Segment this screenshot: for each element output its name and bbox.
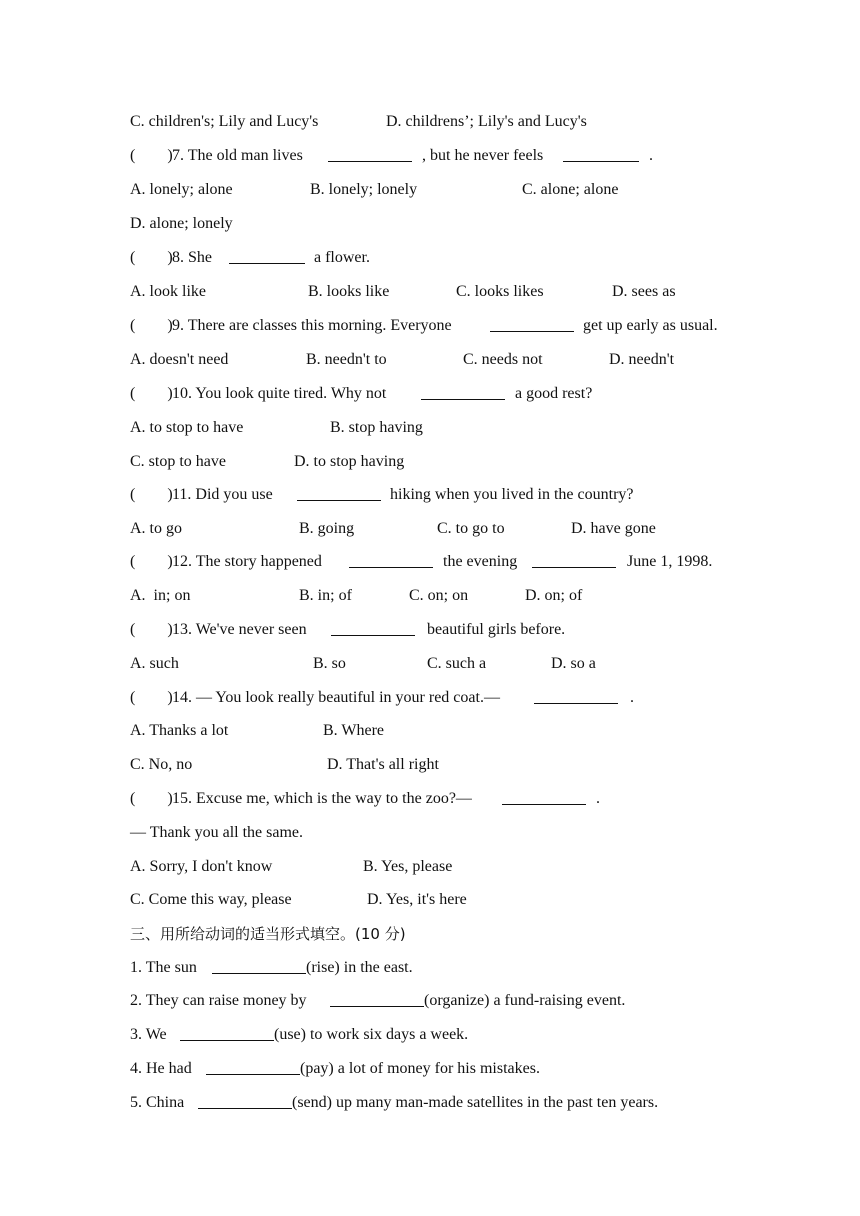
- q11-option-c[interactable]: C. to go to: [437, 520, 505, 537]
- fill-item-4-text-b: (pay) a lot of money for his mistakes.: [300, 1060, 540, 1077]
- q12-options-row: [130, 585, 583, 607]
- q10-option-a[interactable]: A. to stop to have: [130, 419, 244, 436]
- q11-text-a: 11. Did you use: [172, 486, 273, 503]
- q12-stem: [130, 551, 713, 573]
- fill-item-1: [130, 957, 413, 979]
- q11-option-d[interactable]: D. have gone: [571, 520, 656, 537]
- fill-item-2-text-a: 2. They can raise money by: [130, 992, 307, 1009]
- q11-option-a[interactable]: A. to go: [130, 520, 182, 537]
- fill-item-3-text-b: (use) to work six days a week.: [274, 1026, 469, 1043]
- q14-option-d[interactable]: D. That's all right: [327, 756, 439, 773]
- q14-option-b[interactable]: B. Where: [323, 722, 385, 739]
- q15-stem: [130, 788, 600, 810]
- fill-item-2-blank[interactable]: [330, 990, 424, 1014]
- q11-options-row: [130, 518, 656, 540]
- section-3-heading-text: 三、用所给动词的适当形式填空。(10 分): [130, 925, 406, 943]
- q10-stem: [130, 383, 593, 405]
- fill-item-3: [130, 1024, 469, 1046]
- q10-option-d[interactable]: D. to stop having: [294, 453, 405, 470]
- q12-text-a: 12. The story happened: [172, 553, 322, 570]
- q12-blank-1[interactable]: [349, 551, 433, 575]
- q10-option-b[interactable]: B. stop having: [330, 419, 423, 436]
- q6-option-c: C. children's; Lily and Lucy's: [130, 113, 319, 130]
- q13-option-d[interactable]: D. so a: [551, 655, 596, 672]
- q13-blank[interactable]: [331, 619, 415, 643]
- q7-text-b: , but he never feels: [422, 147, 544, 164]
- q7-option-d[interactable]: D. alone; lonely: [130, 215, 233, 232]
- q15-options-row-2: [130, 889, 467, 911]
- q15-option-d[interactable]: D. Yes, it's here: [367, 891, 467, 908]
- q9-answer-paren[interactable]: ( ): [130, 317, 173, 334]
- q13-option-b[interactable]: B. so: [313, 655, 346, 672]
- q13-answer-paren[interactable]: ( ): [130, 621, 173, 638]
- q7-answer-paren[interactable]: ( ): [130, 147, 173, 164]
- q15-option-c[interactable]: C. Come this way, please: [130, 891, 292, 908]
- q15-option-a[interactable]: A. Sorry, I don't know: [130, 858, 273, 875]
- section-3-heading: [130, 923, 406, 945]
- q15-options-row-1: [130, 856, 453, 878]
- q12-option-b[interactable]: B. in; of: [299, 587, 352, 604]
- q13-option-a[interactable]: A. such: [130, 655, 179, 672]
- q9-option-d[interactable]: D. needn't: [609, 351, 675, 368]
- fill-item-3-blank[interactable]: [180, 1024, 274, 1048]
- q8-option-d[interactable]: D. sees as: [612, 283, 676, 300]
- fill-item-5-blank[interactable]: [198, 1092, 292, 1116]
- q14-blank[interactable]: [534, 687, 618, 711]
- q13-stem: [130, 619, 566, 641]
- q9-option-c[interactable]: C. needs not: [463, 351, 543, 368]
- q8-answer-paren[interactable]: ( ): [130, 249, 173, 266]
- q6-option-d: D. childrens’; Lily's and Lucy's: [386, 113, 587, 130]
- q8-option-b[interactable]: B. looks like: [308, 283, 390, 300]
- q9-stem: [130, 315, 718, 337]
- q9-text-a: 9. There are classes this morning. Everyone: [172, 317, 452, 334]
- q15-blank[interactable]: [502, 788, 586, 812]
- q12-option-c[interactable]: C. on; on: [409, 587, 469, 604]
- q10-answer-paren[interactable]: ( ): [130, 385, 173, 402]
- q8-text-a: 8. She: [172, 249, 212, 266]
- q10-text-a: 10. You look quite tired. Why not: [172, 385, 387, 402]
- q11-answer-paren[interactable]: ( ): [130, 486, 173, 503]
- q7-option-c[interactable]: C. alone; alone: [522, 181, 619, 198]
- fill-item-4-text-a: 4. He had: [130, 1060, 192, 1077]
- q11-blank[interactable]: [297, 484, 381, 508]
- fill-item-3-text-a: 3. We: [130, 1026, 167, 1043]
- q7-blank-1[interactable]: [328, 145, 412, 169]
- q7-text-a: 7. The old man lives: [172, 147, 303, 164]
- q11-stem: [130, 484, 634, 506]
- q11-text-b: hiking when you lived in the country?: [390, 486, 634, 503]
- q13-text-a: 13. We've never seen: [172, 621, 307, 638]
- q15-reply-text: — Thank you all the same.: [130, 824, 303, 841]
- q15-reply: [130, 822, 303, 844]
- q8-text-b: a flower.: [314, 249, 370, 266]
- q11-option-b[interactable]: B. going: [299, 520, 355, 537]
- q14-stem: [130, 687, 634, 709]
- q8-blank[interactable]: [229, 247, 305, 271]
- fill-item-4: [130, 1058, 540, 1080]
- q15-text-a: 15. Excuse me, which is the way to the zoo?—: [172, 790, 472, 807]
- fill-item-2: [130, 990, 626, 1012]
- q12-blank-2[interactable]: [532, 551, 616, 575]
- q7-option-b[interactable]: B. lonely; lonely: [310, 181, 418, 198]
- q12-option-d[interactable]: D. on; of: [525, 587, 583, 604]
- q7-blank-2[interactable]: [563, 145, 639, 169]
- fill-item-1-blank[interactable]: [212, 957, 306, 981]
- q14-options-row-2: [130, 754, 439, 776]
- q8-option-a[interactable]: A. look like: [130, 283, 206, 300]
- q12-text-b: the evening: [443, 553, 518, 570]
- q7-options-row-1: [130, 179, 619, 201]
- q10-blank[interactable]: [421, 383, 505, 407]
- q6-options-row: [130, 111, 587, 133]
- q7-text-c: .: [649, 147, 653, 164]
- q13-option-c[interactable]: C. such a: [427, 655, 487, 672]
- q8-stem: [130, 247, 370, 269]
- fill-item-1-text-b: (rise) in the east.: [306, 959, 413, 976]
- q15-option-b[interactable]: B. Yes, please: [363, 858, 453, 875]
- q10-option-c[interactable]: C. stop to have: [130, 453, 226, 470]
- q9-options-row: [130, 349, 675, 371]
- q9-option-b[interactable]: B. needn't to: [306, 351, 387, 368]
- fill-item-5-text-b: (send) up many man-made satellites in the past ten years.: [292, 1094, 659, 1111]
- q10-options-row-2: [130, 451, 405, 473]
- q9-option-a[interactable]: A. doesn't need: [130, 351, 229, 368]
- q7-option-a[interactable]: A. lonely; alone: [130, 181, 233, 198]
- q15-answer-paren[interactable]: ( ): [130, 790, 173, 807]
- q9-blank[interactable]: [490, 315, 574, 339]
- fill-item-1-text-a: 1. The sun: [130, 959, 197, 976]
- q8-options-row: [130, 281, 676, 303]
- q14-option-a[interactable]: A. Thanks a lot: [130, 722, 229, 739]
- q9-text-b: get up early as usual.: [583, 317, 718, 334]
- fill-item-2-text-b: (organize) a fund-raising event.: [424, 992, 626, 1009]
- q13-options-row: [130, 653, 596, 675]
- q14-answer-paren[interactable]: ( ): [130, 689, 173, 706]
- q10-text-b: a good rest?: [515, 385, 593, 402]
- q14-text-a: 14. — You look really beautiful in your red coat.—: [172, 689, 500, 706]
- q12-option-a[interactable]: A. in; on: [130, 587, 191, 604]
- q7-options-row-2: [130, 213, 233, 235]
- q15-text-b: .: [596, 790, 600, 807]
- fill-item-5: [130, 1092, 659, 1114]
- q10-options-row-1: [130, 417, 423, 439]
- q14-text-b: .: [630, 689, 634, 706]
- fill-item-4-blank[interactable]: [206, 1058, 300, 1082]
- q12-text-c: June 1, 1998.: [627, 553, 713, 570]
- fill-item-5-text-a: 5. China: [130, 1094, 185, 1111]
- q14-option-c[interactable]: C. No, no: [130, 756, 193, 773]
- q8-option-c[interactable]: C. looks likes: [456, 283, 544, 300]
- q7-stem: [130, 145, 653, 167]
- q13-text-b: beautiful girls before.: [427, 621, 566, 638]
- q14-options-row-1: [130, 720, 385, 742]
- q12-answer-paren[interactable]: ( ): [130, 553, 173, 570]
